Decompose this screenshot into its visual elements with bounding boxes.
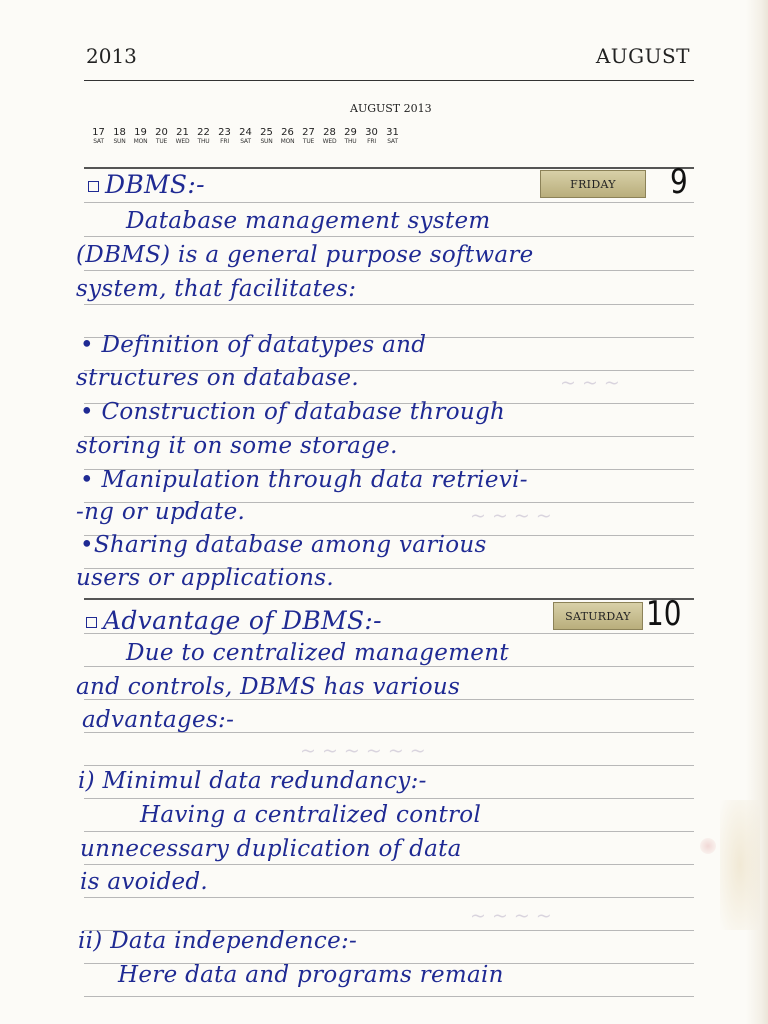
calendar-day [130, 127, 151, 146]
calendar-day [340, 127, 361, 146]
calendar-day [214, 127, 235, 146]
calendar-day-number: 25 [260, 127, 273, 138]
calendar-day-name: SUN [113, 138, 126, 145]
calendar-day-number: 18 [113, 127, 126, 138]
paper-stain [720, 800, 760, 930]
calendar-day [151, 127, 172, 146]
calendar-day-name: FRI [220, 138, 229, 145]
calendar-day-number: 31 [386, 127, 399, 138]
ink-smudge [700, 838, 716, 854]
show-through-text: ~ ~ ~ [560, 372, 620, 394]
entry-heading [88, 170, 205, 200]
calendar-day-name: THU [197, 138, 210, 145]
entry-divider [84, 598, 694, 600]
ruled-line [84, 798, 694, 799]
calendar-day [109, 127, 130, 146]
calendar-day-number: 29 [344, 127, 357, 138]
ruled-line [84, 831, 694, 832]
calendar-day [256, 127, 277, 146]
entry-heading [86, 606, 382, 636]
handwritten-line: Due to centralized management [126, 640, 509, 666]
handwritten-line: -ng or update. [76, 499, 246, 525]
handwritten-line: structures on database. [76, 365, 359, 391]
handwritten-line: • Manipulation through data retrievi- [80, 467, 528, 493]
handwritten-line: storing it on some storage. [76, 433, 398, 459]
ruled-line [84, 202, 694, 203]
calendar-day-name: SAT [387, 138, 398, 145]
calendar-day [277, 127, 298, 146]
calendar-day-number: 23 [218, 127, 231, 138]
ruled-line [84, 996, 694, 997]
ruled-line [84, 304, 694, 305]
calendar-day-name: THU [344, 138, 357, 145]
handwritten-line: unnecessary duplication of data [80, 836, 462, 862]
handwritten-line: i) Minimul data redundancy:- [78, 768, 427, 794]
show-through-text: ~ ~ ~ ~ [470, 505, 552, 527]
entry-heading-text: Advantage of DBMS:- [103, 606, 382, 635]
calendar-day-name: SAT [240, 138, 251, 145]
handwritten-line: Here data and programs remain [118, 962, 504, 988]
handwritten-line: (DBMS) is a general purpose software [76, 242, 534, 268]
entry-heading-text: DBMS:- [105, 170, 205, 199]
header-year: 2013 [86, 44, 137, 68]
calendar-day [319, 127, 340, 146]
calendar-day-number: 27 [302, 127, 315, 138]
handwritten-line: •Sharing database among various [80, 532, 487, 558]
handwritten-line: Having a centralized control [140, 802, 482, 828]
day-badge-saturday: SATURDAY [553, 602, 643, 630]
calendar-day-number: 17 [92, 127, 105, 138]
handwritten-line: system, that facilitates: [76, 276, 357, 302]
calendar-day-number: 30 [365, 127, 378, 138]
day-number-10: 10 [646, 594, 682, 634]
calendar-day-name: MON [133, 138, 148, 145]
calendar-day-number: 21 [176, 127, 189, 138]
calendar-day-name: FRI [367, 138, 376, 145]
handwritten-line: and controls, DBMS has various [76, 674, 461, 700]
checkbox-icon [86, 617, 97, 628]
calendar-day-name: WED [175, 138, 190, 145]
calendar-day [298, 127, 319, 146]
calendar-day-number: 26 [281, 127, 294, 138]
calendar-day-name: TUE [155, 138, 168, 145]
calendar-day-name: TUE [302, 138, 315, 145]
handwritten-line: • Definition of datatypes and [80, 332, 427, 358]
calendar-day [88, 127, 109, 146]
ruled-line [84, 864, 694, 865]
show-through-text: ~ ~ ~ ~ ~ ~ [300, 740, 426, 762]
calendar-day [361, 127, 382, 146]
ruled-line [84, 897, 694, 898]
calendar-day [193, 127, 214, 146]
handwritten-line: users or applications. [76, 565, 334, 591]
handwritten-line: Database management system [126, 208, 491, 234]
mini-calendar [88, 127, 403, 146]
checkbox-icon [88, 181, 99, 192]
ruled-line [84, 270, 694, 271]
calendar-day [235, 127, 256, 146]
calendar-day-number: 28 [323, 127, 336, 138]
calendar-day-number: 20 [155, 127, 168, 138]
show-through-text: ~ ~ ~ ~ [470, 905, 552, 927]
handwritten-line: ii) Data independence:- [78, 928, 358, 954]
handwritten-line: • Construction of database through [80, 399, 506, 425]
ruled-line [84, 236, 694, 237]
header-month: AUGUST [595, 44, 690, 68]
handwritten-line: advantages:- [82, 707, 235, 733]
entry-divider [84, 167, 694, 169]
day-number-9: 9 [670, 162, 688, 202]
calendar-day-name: SAT [93, 138, 104, 145]
calendar-day-name: SUN [260, 138, 273, 145]
mini-calendar-title: AUGUST 2013 [350, 102, 432, 115]
calendar-day-name: WED [322, 138, 337, 145]
calendar-day-number: 22 [197, 127, 210, 138]
header-divider [84, 80, 694, 81]
calendar-day [172, 127, 193, 146]
calendar-day [382, 127, 403, 146]
calendar-day-name: MON [280, 138, 295, 145]
calendar-day-number: 24 [239, 127, 252, 138]
handwritten-line: is avoided. [80, 869, 209, 895]
calendar-day-number: 19 [134, 127, 147, 138]
day-badge-friday: FRIDAY [540, 170, 646, 198]
